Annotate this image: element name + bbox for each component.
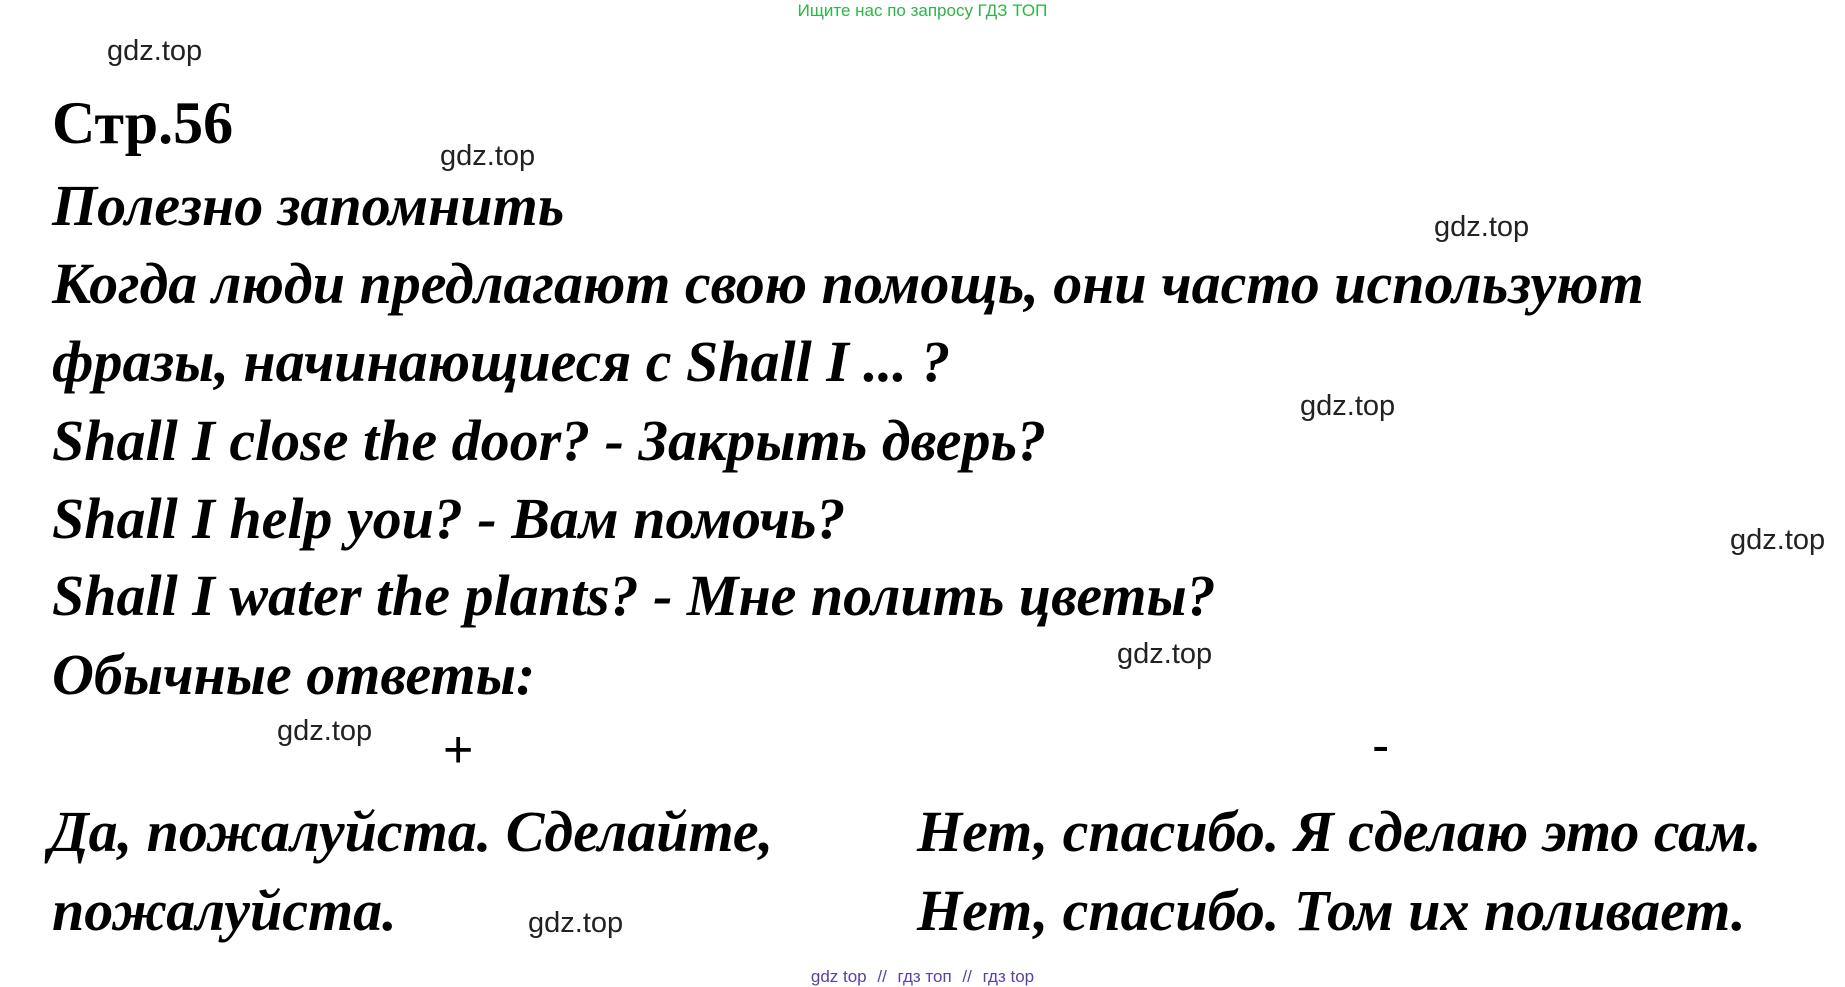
watermark: gdz.top [1117, 638, 1213, 670]
negative-sign: - [1372, 717, 1390, 775]
intro-line-2: фразы, начинающиеся с Shall I ... ? [52, 329, 951, 394]
watermark: gdz.top [440, 140, 536, 172]
watermark: gdz.top [1300, 390, 1396, 422]
footer-links [0, 967, 1845, 987]
example-line: Shall I close the door? - Закрыть дверь? [52, 408, 1046, 473]
watermark: gdz.top [107, 35, 203, 67]
example-line: Shall I water the plants? - Мне полить цветы? [52, 563, 1216, 628]
search-banner: Ищите нас по запросу ГДЗ ТОП [797, 1, 1048, 20]
example-line: Shall I help you? - Вам помочь? [52, 486, 846, 551]
negative-answer-line-1: Нет, спасибо. Я сделаю это сам. [917, 799, 1762, 864]
intro-line-1: Когда люди предлагают свою помощь, они часто используют [52, 251, 1644, 316]
positive-answer-line-2: пожалуйста. [52, 878, 397, 943]
positive-sign: + [443, 721, 474, 779]
footer-separator: // [877, 967, 887, 986]
watermark: gdz.top [528, 907, 624, 939]
footer-link[interactable]: гдз топ [897, 967, 952, 986]
section-subtitle: Полезно запомнить [52, 173, 565, 238]
answers-heading: Обычные ответы: [52, 642, 536, 707]
negative-answer-line-2: Нет, спасибо. Том их поливает. [917, 878, 1746, 943]
positive-answer-line-1: Да, пожалуйста. Сделайте, [49, 799, 774, 864]
footer-separator: // [962, 967, 972, 986]
watermark: gdz.top [277, 715, 373, 747]
watermark: gdz.top [1434, 211, 1530, 243]
footer-link[interactable]: гдз top [982, 967, 1035, 986]
page-number-heading: Стр.56 [52, 90, 234, 156]
footer-link[interactable]: gdz top [810, 967, 867, 986]
watermark: gdz.top [1730, 524, 1826, 556]
